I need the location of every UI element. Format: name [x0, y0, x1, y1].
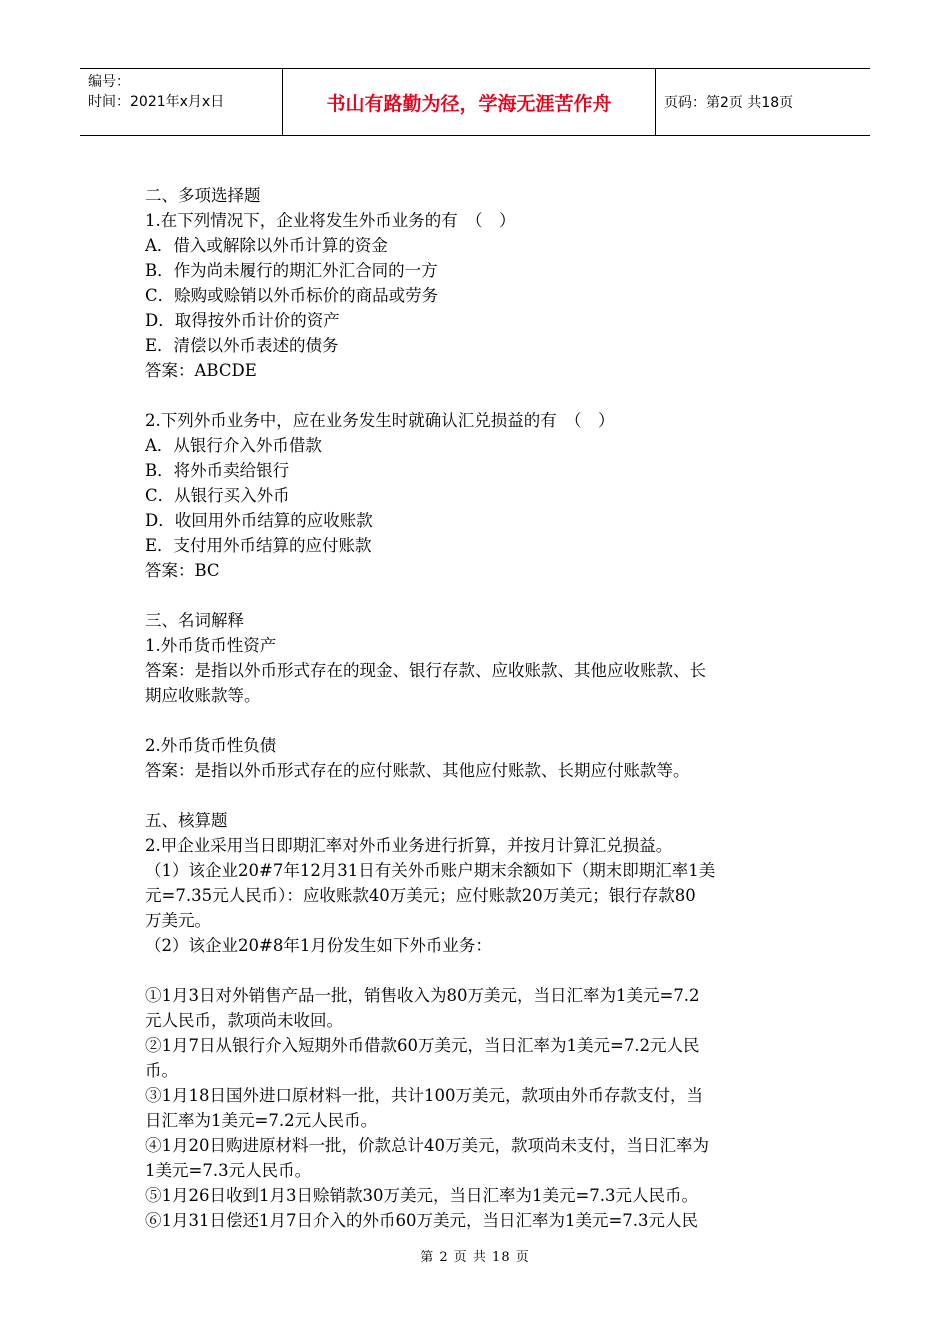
text-line: 三、名词解释	[145, 611, 244, 630]
page-info: 页码：第2页 共18页	[664, 95, 794, 111]
text-line: B．将外币卖给银行	[145, 461, 290, 480]
motto: 书山有路勤为径，学海无涯苦作舟	[282, 69, 656, 135]
text-line: （2）该企业20#8年1月份发生如下外币业务：	[145, 936, 492, 955]
text-line: ②1月7日从银行介入短期外币借款60万美元，当日汇率为1美元=7.2元人民	[145, 1036, 700, 1055]
blank-line	[145, 383, 815, 408]
text-line: 日汇率为1美元=7.2元人民币。	[145, 1111, 378, 1130]
page-header	[80, 68, 870, 136]
text-line: ⑥1月31日偿还1月7日介入的外币60万美元，当日汇率为1美元=7.3元人民	[145, 1211, 699, 1230]
text-line: D．取得按外币计价的资产	[145, 311, 340, 330]
text-line: 元人民币，款项尚未收回。	[145, 1011, 343, 1030]
text-line: （1）该企业20#7年12月31日有关外币账户期末余额如下（期末即期汇率1美	[145, 861, 716, 880]
text-line: 1美元=7.3元人民币。	[145, 1161, 312, 1180]
text-line: 2.甲企业采用当日即期汇率对外币业务进行折算，并按月计算汇兑损益。	[145, 836, 673, 855]
text-line: 2.外币货币性负债	[145, 736, 277, 755]
text-line: 答案：ABCDE	[145, 361, 257, 380]
text-line: 期应收账款等。	[145, 686, 261, 705]
text-line: E．清偿以外币表述的债务	[145, 336, 339, 355]
text-line: C．从银行买入外币	[145, 486, 290, 505]
number-label: 编号：	[88, 74, 130, 90]
blank-line	[145, 783, 815, 808]
text-line: A．借入或解除以外币计算的资金	[145, 236, 388, 255]
text-line: B．作为尚未履行的期汇外汇合同的一方	[145, 261, 438, 280]
time-label: 时间：2021年x月x日	[88, 94, 225, 110]
blank-line	[145, 958, 815, 983]
text-line: ⑤1月26日收到1月3日赊销款30万美元，当日汇率为1美元=7.3元人民币。	[145, 1186, 699, 1205]
text-line: 2.下列外币业务中，应在业务发生时就确认汇兑损益的有 （ ）	[145, 411, 615, 430]
text-line: 万美元。	[145, 911, 211, 930]
text-line: ③1月18日国外进口原材料一批，共计100万美元，款项由外币存款支付，当	[145, 1086, 703, 1105]
text-line: 元=7.35元人民币）：应收账款40万美元；应付账款20万美元；银行存款80	[145, 886, 696, 905]
text-line: 答案：BC	[145, 561, 220, 580]
text-line: 1.在下列情况下，企业将发生外币业务的有 （ ）	[145, 211, 516, 230]
text-line: ④1月20日购进原材料一批，价款总计40万美元，款项尚未支付，当日汇率为	[145, 1136, 709, 1155]
blank-line	[145, 708, 815, 733]
text-line: 答案：是指以外币形式存在的现金、银行存款、应收账款、其他应收账款、长	[145, 661, 706, 680]
blank-line	[145, 583, 815, 608]
text-line: C．赊购或赊销以外币标价的商品或劳务	[145, 286, 439, 305]
text-line: ①1月3日对外销售产品一批，销售收入为80万美元，当日汇率为1美元=7.2	[145, 986, 700, 1005]
text-line: A．从银行介入外币借款	[145, 436, 322, 455]
document-body	[145, 183, 815, 1233]
text-line: E．支付用外币结算的应付账款	[145, 536, 372, 555]
page-footer: 第 2 页 共 18 页	[420, 1250, 530, 1265]
text-line: 答案：是指以外币形式存在的应付账款、其他应付账款、长期应付账款等。	[145, 761, 690, 780]
text-line: 二、多项选择题	[145, 186, 261, 205]
text-line: 五、核算题	[145, 811, 228, 830]
text-line: 币。	[145, 1061, 178, 1080]
header-left-cell	[80, 69, 282, 135]
text-line: 1.外币货币性资产	[145, 636, 277, 655]
text-line: D．收回用外币结算的应收账款	[145, 511, 373, 530]
